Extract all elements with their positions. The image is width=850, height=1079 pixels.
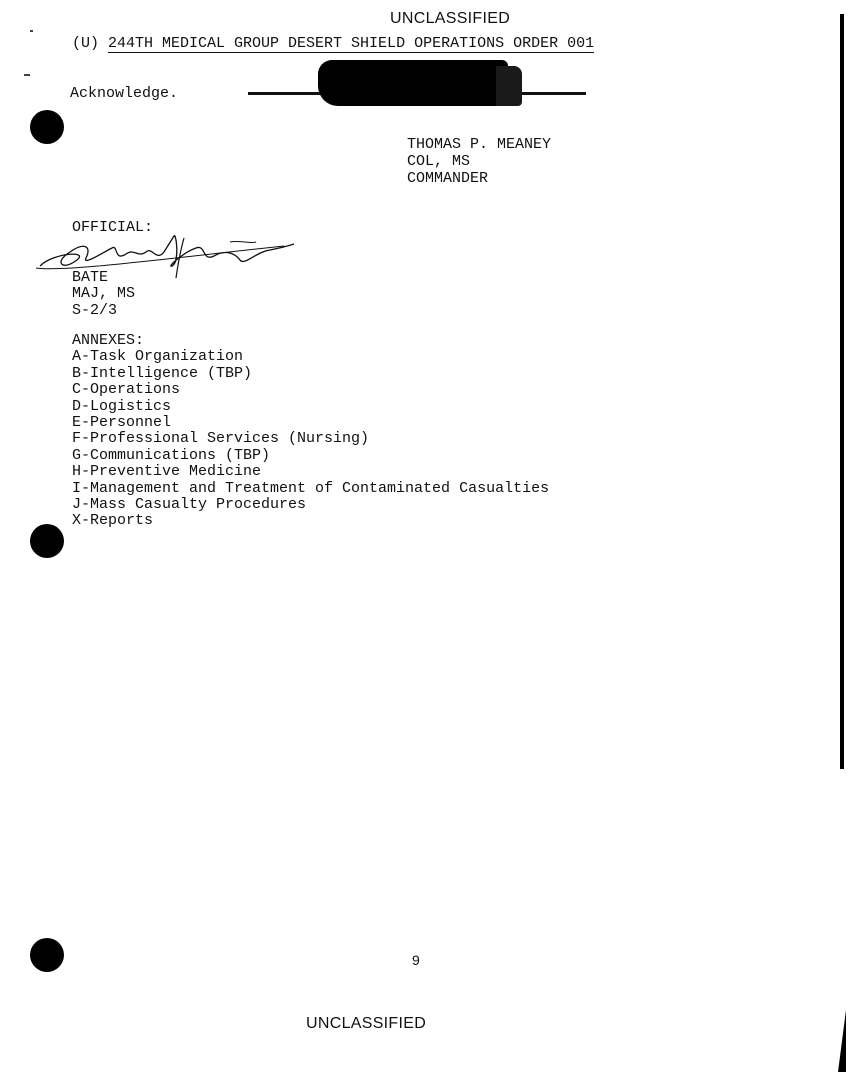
document-title (72, 35, 594, 52)
annex-item: H-Preventive Medicine (72, 463, 262, 481)
signer-name: BATE (72, 269, 109, 286)
hole-punch-bottom (30, 938, 64, 972)
redaction-block-edge (496, 66, 522, 106)
scan-speck (24, 74, 30, 76)
title-prefix: (U) (72, 35, 109, 52)
annex-item: B-Intelligence (TBP) (72, 364, 253, 382)
commander-name: THOMAS P. MEANEY (407, 136, 552, 153)
annexes-section (72, 333, 549, 530)
hole-punch-middle (30, 524, 64, 558)
hole-punch-top (30, 110, 64, 144)
annex-item: X-Reports (72, 512, 154, 530)
scan-edge-wedge (838, 1010, 846, 1072)
commander-rank: COL, MS (407, 153, 471, 170)
annex-item: F-Professional Services (Nursing) (72, 430, 370, 448)
signer-position: S-2/3 (72, 301, 118, 319)
title-text: 244TH MEDICAL GROUP DESERT SHIELD OPERATIONS ORDER 001 (108, 35, 595, 52)
annex-item: A-Task Organization (72, 348, 244, 366)
annex-item: D-Logistics (72, 397, 172, 415)
classification-header: UNCLASSIFIED (390, 10, 511, 27)
official-label: OFFICIAL: (72, 219, 154, 236)
annex-list (72, 349, 549, 529)
signer-block (72, 270, 135, 319)
page-number: 9 (412, 952, 420, 968)
signer-rank: MAJ, MS (72, 285, 136, 303)
commander-role: COMMANDER (407, 170, 489, 187)
annex-item: G-Communications (TBP) (72, 446, 271, 464)
scan-speck (30, 30, 33, 32)
annex-item: I-Management and Treatment of Contaminated Casualties (72, 479, 550, 497)
annexes-heading: ANNEXES: (72, 332, 145, 349)
acknowledge-text: Acknowledge. (70, 85, 179, 102)
annex-item: E-Personnel (72, 414, 172, 432)
scan-edge-bar (840, 14, 844, 769)
redaction-block (318, 60, 508, 106)
annex-item: J-Mass Casualty Procedures (72, 496, 307, 514)
classification-footer: UNCLASSIFIED (306, 1015, 427, 1032)
commander-block (407, 136, 551, 187)
annex-item: C-Operations (72, 381, 181, 399)
